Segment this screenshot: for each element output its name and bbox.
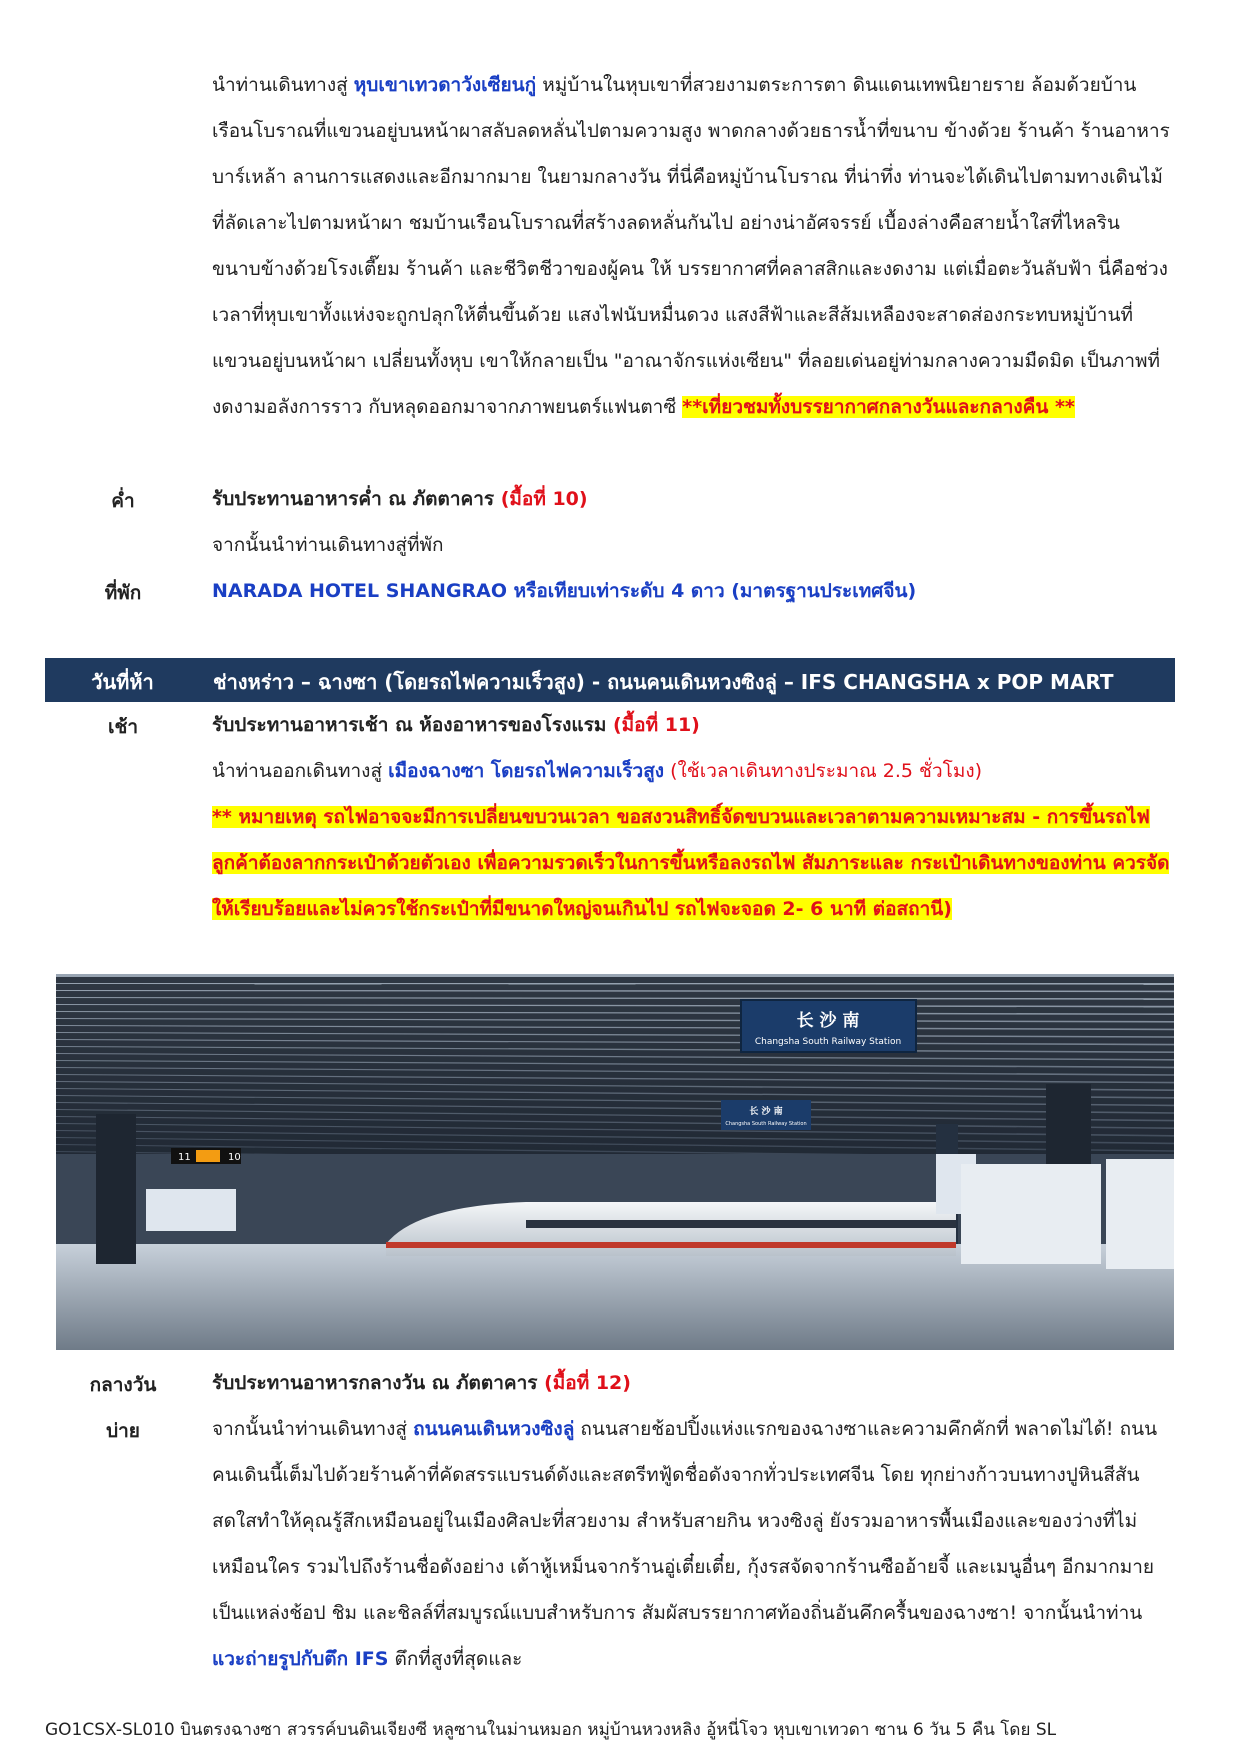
intro-lead: นำท่านเดินทางสู่ <box>212 74 354 96</box>
afternoon-place: ถนนคนเดินหวงซิงลู่ <box>413 1418 575 1440</box>
travel-time: (ใช้เวลาเดินทางประมาณ 2.5 ชั่วโมง) <box>664 760 983 782</box>
hotel-text: NARADA HOTEL SHANGRAO หรือเทียบเท่าระดับ 4 ดาว (มาตรฐานประเทศจีน) <box>212 580 917 602</box>
train-note <box>212 794 1170 932</box>
dinner-line <box>212 476 1170 522</box>
platform-left-number: 11 <box>178 1152 191 1163</box>
sign-chinese: 长 沙 南 <box>796 1011 860 1031</box>
station-photo-illustration <box>56 974 1174 1350</box>
ceiling-slat <box>56 1029 1174 1033</box>
train-note-text: ** หมายเหตุ รถไฟอาจจะมีการเปลี่ยนขบวนเวลา ขอสงวนสิทธิ์จัดขบวนและเวลาตามความเหมาะสม - การขึ้นรถไฟลูกค้าต้องลากกระเป๋าด้วยตัวเอง เพื่อความรวดเร็วในการขึ้นหรือลงรถไฟ สัมภาระและ กระเป๋าเดินทางของท่าน ควรจัดให้เรียบร้อยและไม่ควรใช้กระเป๋าที่มีขนาดใหญ่จนเกินไป รถไฟจะจอด 2- 6 นาที ต่อสถานี) <box>212 806 1170 920</box>
afternoon-lead: จากนั้นนำท่านเดินทางสู่ <box>212 1418 414 1440</box>
dinner-meal: (มื้อที่ 10) <box>500 488 588 510</box>
ceiling-slat <box>56 1008 1174 1010</box>
day-label: วันที่ห้า <box>91 670 154 694</box>
dinner-label: ค่ำ <box>111 490 135 512</box>
day-header <box>45 658 1175 702</box>
afternoon-place2: แวะถ่ายรูปกับตึก IFS <box>212 1648 389 1670</box>
breakfast-line <box>212 702 1170 748</box>
intro-paragraph <box>212 62 1170 430</box>
page-footer: GO1CSX-SL010 บินตรงฉางซา สวรรค์บนดินเจียงซี หลูซานในม่านหมอก หมู่บ้านหวงหลิง อู้หนี่โจว หุบเขาเทวดา ซาน 6 วัน 5 คืน โดย SL <box>45 1720 1057 1740</box>
ceiling-slat <box>56 987 1174 988</box>
travel-place: เมืองฉางซา โดยรถไฟความเร็วสูง <box>388 760 665 782</box>
lunch-line <box>212 1360 1170 1406</box>
breakfast-label: เช้า <box>107 716 139 738</box>
breakfast-meal: (มื้อที่ 11) <box>612 714 700 736</box>
afternoon-label: บ่าย <box>106 1420 140 1442</box>
intro-highlight: **เที่ยวชมทั้งบรรยากาศกลางวันและกลางคืน ** <box>682 396 1075 418</box>
lunch-text: รับประทานอาหารกลางวัน ณ ภัตตาคาร <box>212 1372 545 1394</box>
sign2-english: Changsha South Railway Station <box>725 1121 807 1127</box>
dinner-next: จากนั้นนำท่านเดินทางสู่ที่พัก <box>212 534 444 556</box>
intro-place: หุบเขาเทวดาวังเซียนกู่ <box>353 74 537 96</box>
afternoon-paragraph <box>212 1406 1170 1682</box>
afternoon-tail: ตึกที่สูงที่สุดและ <box>388 1648 523 1670</box>
dinner-text: รับประทานอาหารค่ำ ณ ภัตตาคาร <box>212 488 501 510</box>
ceiling-slat <box>56 1001 1174 1003</box>
sign-english: Changsha South Railway Station <box>754 1037 902 1047</box>
station-photo <box>56 974 1174 1350</box>
ceiling-slat <box>56 1015 1174 1018</box>
sign2-chinese: 长 沙 南 <box>749 1107 783 1117</box>
breakfast-text: รับประทานอาหารเช้า ณ ห้องอาหารของโรงแรม <box>212 714 613 736</box>
hotel-label: ที่พัก <box>104 582 142 604</box>
intro-body: หมู่บ้านในหุบเขาที่สวยงามตระการตา ดินแดนเทพนิยายราย ล้อมด้วยบ้านเรือนโบราณที่แขวนอยู่บนหน้าผาสลับลดหลั่นไปตามความสูง พาดกลางด้วยธารน้ำที่ขนาบ ข้างด้วย ร้านค้า ร้านอาหาร บาร์เหล้า ลานการแสดงและอีกมากมาย ในยามกลางวัน ที่นี่คือหมู่บ้านโบราณ ที่น่าทึ่ง ท่านจะได้เดินไปตามทางเดินไม้ที่ลัดเลาะไปตามหน้าผา ชมบ้านเรือนโบราณที่สร้างลดหลั่นกันไป อย่างน่าอัศจรรย์ เบื้องล่างคือสายน้ำใสที่ไหลริน ขนาบข้างด้วยโรงเตี๊ยม ร้านค้า และชีวิตชีวาของผู้คน ให้ บรรยากาศที่คลาสสิกและงดงาม แต่เมื่อตะวันลับฟ้า นี่คือช่วงเวลาที่หุบเขาทั้งแห่งจะถูกปลุกให้ตื่นขึ้นด้วย แสงไฟนับหมื่นดวง แสงสีฟ้าและสีส้มเหลืองจะสาดส่องกระทบหมู่บ้านที่แขวนอยู่บนหน้าผา เปลี่ยนทั้งหุบ เขาให้กลายเป็น "อาณาจักรแห่งเซียน" ที่ลอยเด่นอยู่ท่ามกลางความมืดมิด เป็นภาพที่งดงามอลังการราว กับหลุดออกมาจากภาพยนตร์แฟนตาซี <box>212 74 1170 418</box>
travel-line <box>212 748 1170 794</box>
lunch-meal: (มื้อที่ 12) <box>544 1372 631 1394</box>
travel-lead: นำท่านออกเดินทางสู่ <box>212 760 389 782</box>
platform-right-number: 10 <box>228 1152 241 1163</box>
lunch-label: กลางวัน <box>89 1374 157 1396</box>
ceiling-slat <box>56 1022 1174 1026</box>
ceiling-slat <box>56 994 1174 995</box>
day-title: ช่างหร่าว – ฉางซา (โดยรถไฟความเร็วสูง) - ถนนคนเดินหวงซิงลู่ – IFS CHANGSHA x POP MART <box>213 670 1114 694</box>
afternoon-body: ถนนสายช้อปปิ้งแห่งแรกของฉางซาและความคึกคักที่ พลาดไม่ได้! ถนนคนเดินนี้เต็มไปด้วยร้านค้าที่คัดสรรแบรนด์ดังและสตรีทฟู้ดชื่อดังจากทั่วประเทศจีน โดย ทุกย่างก้าวบนทางปูหินสีสันสดใสทำให้คุณรู้สึกเหมือนอยู่ในเมืองศิลปะที่สวยงาม สำหรับสายกิน หวงซิงลู่ ยังรวมอาหารพื้นเมืองและของว่างที่ไม่เหมือนใคร รวมไปถึงร้านชื่อดังอย่าง เต้าหู้เหม็นจากร้านอู่เตี๋ยเตี๋ย, กุ้งรสจัดจากร้านซืออ้ายจี้ และเมนูอื่นๆ อีกมากมาย เป็นแหล่งช้อป ชิม และชิลล์ที่สมบูรณ์แบบสำหรับการ สัมผัสบรรยากาศท้องถิ่นอันคึกครื้นของฉางซา! จากนั้นนำท่าน <box>212 1418 1158 1624</box>
